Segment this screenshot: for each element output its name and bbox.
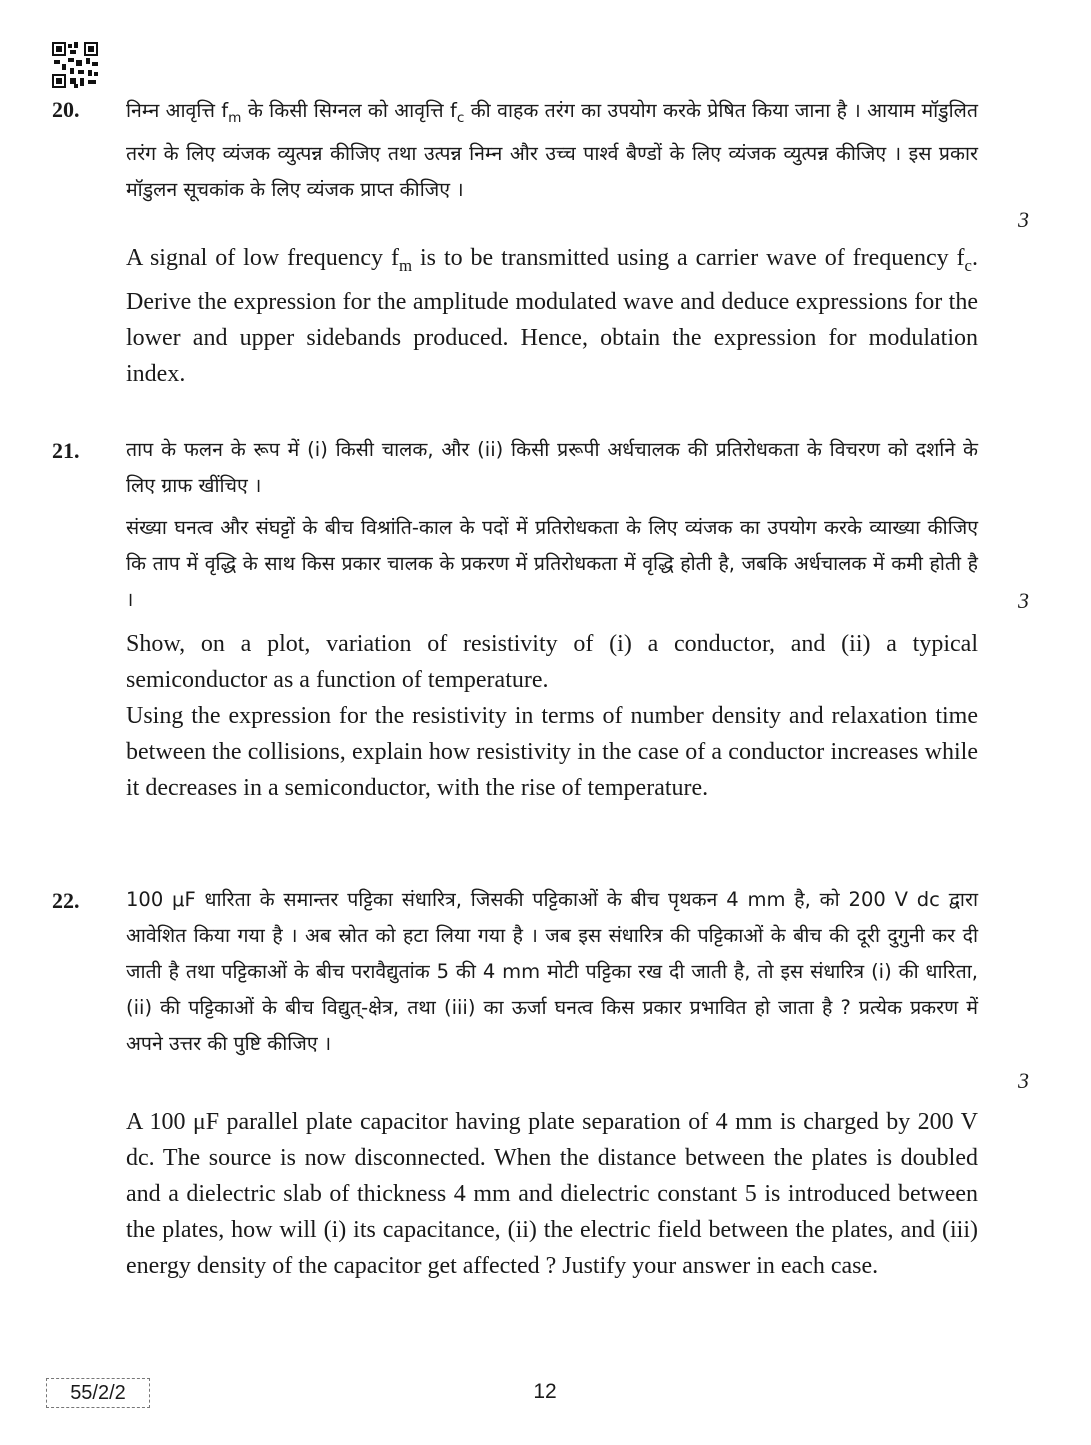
question-22-hindi-text: 100 μF धारिता के समान्तर पट्टिका संधारित्र, जिसकी पट्टिकाओं के बीच पृथकन 4 mm है, को 200 V dc द्वारा आवेशित किया गया है । अब स्रोत को हटा लिया गया है । जब इस संधारित्र की पट्टिकाओं के बीच की दूरी दुगुनी कर दी जाती है तथा पट्टिकाओं के बीच परावैद्युतांक 5 की 4 mm मोटी पट्टिका रख दी जाती है, तो इस संधारित्र (i) की धारिता, (ii) की पट्टिकाओं के बीच विद्युत्-क्षेत्र, तथा (iii) का ऊर्जा घनत्व किस प्रकार प्रभावित हो जाता है ? प्रत्येक प्रकरण में अपने उत्तर की पुष्टि कीजिए ।: [126, 888, 978, 1055]
question-20-english: [126, 240, 978, 392]
question-20-hindi: [126, 93, 978, 208]
question-20-hindi-text: निम्न आवृत्ति $f_m$ के किसी सिग्नल को आवृत्ति $f_c$ की वाहक तरंग का उपयोग करके प्रेषित किया जाना है । आयाम मॉडुलित तरंग के लिए व्यंजक व्युत्पन्न कीजिए तथा उत्पन्न निम्न और उच्च पार्श्व बैण्डों के लिए व्यंजक व्युत्पन्न कीजिए । इस प्रकार मॉडुलन सूचकांक के लिए व्यंजक प्राप्त कीजिए ।: [126, 99, 978, 201]
question-22-hindi: [126, 882, 978, 1062]
question-20-english-text: A signal of low frequency $f_m$ is to be transmitted using a carrier wave of frequency $f_c$. Derive the expression for the amplitude modulated wave and deduce expressions for the lower and upper sidebands produced. Hence, obtain the expression for modulation index.: [126, 245, 978, 387]
question-21-hindi-2: [126, 510, 978, 618]
question-21-hindi-1: [126, 432, 978, 504]
question-21-english-text-1: Show, on a plot, variation of resistivity of (i) a conductor, and (ii) a typical semiconductor as a function of temperature.: [126, 631, 978, 693]
question-22-english: [126, 1104, 978, 1284]
question-number: 20.: [52, 97, 80, 122]
question-22-english-text: A 100 μF parallel plate capacitor having plate separation of 4 mm is charged by 200 V dc. The source is now disconnected. When the distance between the plates is doubled and a dielectric slab of thickness 4 mm and dielectric constant 5 is introduced between the plates, how will (i) its capacitance, (ii) the electric field between the plates, and (iii) energy density of the capacitor get affected ? Justify your answer in each case.: [126, 1109, 978, 1279]
paper-code-box: [46, 1378, 150, 1408]
marks-label: 3: [1018, 207, 1029, 232]
marks-label: 3: [1018, 1068, 1029, 1093]
question-21-hindi-text-1: ताप के फलन के रूप में (i) किसी चालक, और (ii) किसी प्ररूपी अर्धचालक की प्रतिरोधकता के विचरण को दर्शाने के लिए ग्राफ खींचिए ।: [126, 438, 978, 497]
question-21-english-text-2: Using the expression for the resistivity in terms of number density and relaxation time between the collisions, explain how resistivity in the case of a conductor increases while it decreases in a semiconductor, with the rise of temperature.: [126, 703, 978, 801]
paper-code: 55/2/2: [70, 1381, 126, 1404]
page-number: 12: [533, 1380, 557, 1403]
qr-code-icon: [52, 42, 98, 88]
question-number: 22.: [52, 888, 80, 913]
question-21-hindi-text-2: संख्या घनत्व और संघट्टों के बीच विश्रांति-काल के पदों में प्रतिरोधकता के लिए व्यंजक का उपयोग करके व्याख्या कीजिए कि ताप में वृद्धि के साथ किस प्रकार चालक के प्रकरण में प्रतिरोधकता में वृद्धि होती है, जबकि अर्धचालक में कमी होती है ।: [126, 516, 978, 611]
question-number: 21.: [52, 438, 80, 463]
question-21-english-2: [126, 698, 978, 806]
marks-label: 3: [1018, 588, 1029, 613]
question-21-english-1: [126, 626, 978, 698]
